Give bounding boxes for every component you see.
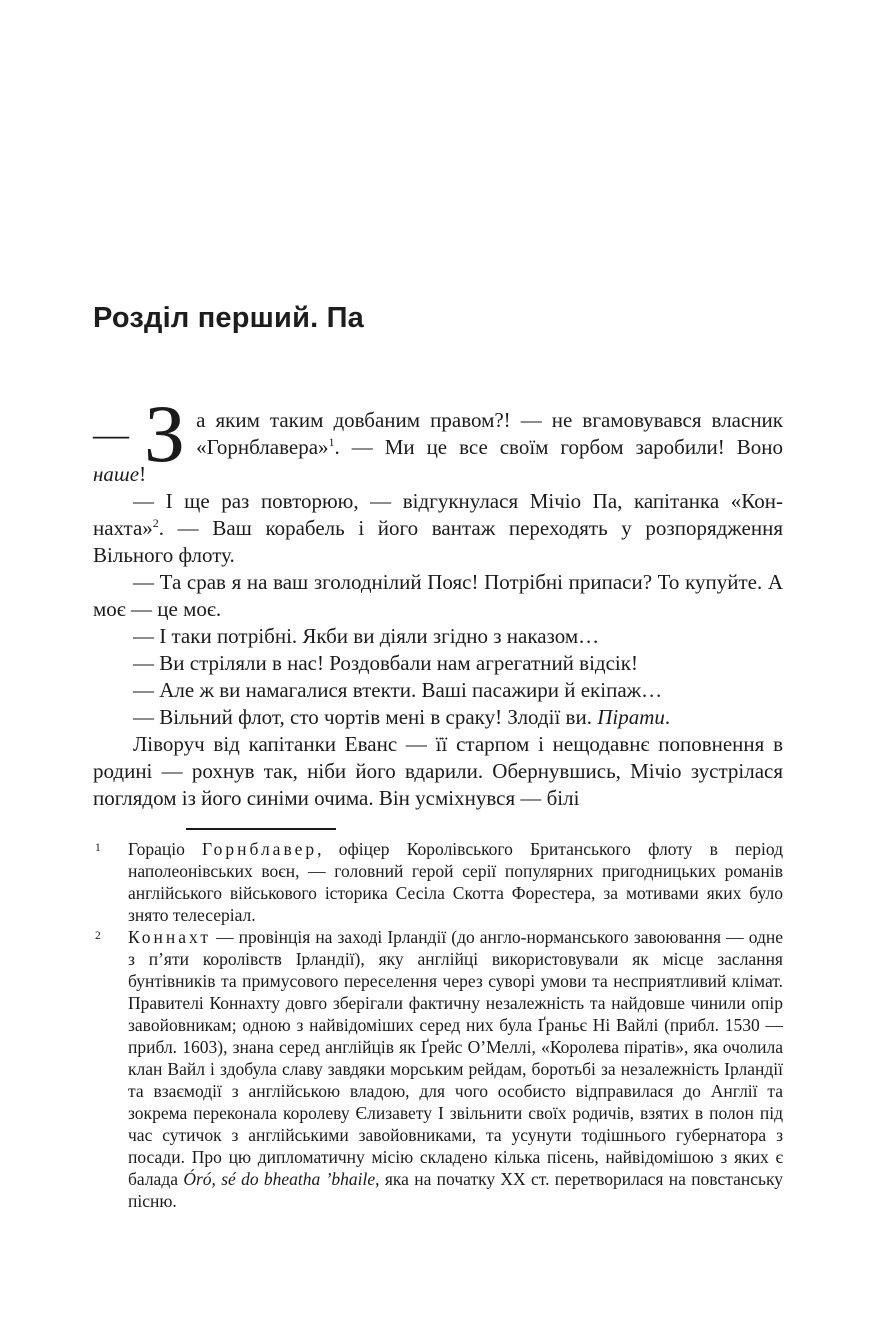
text-run: , яка на початку XX ст. перетворилася на повстанську пісню. xyxy=(128,1169,783,1211)
body-paragraph xyxy=(93,623,783,650)
text-run: Пірати xyxy=(597,705,665,729)
text-run: — Та срав я на ваш зголоднілий Пояс! Потрібні припаси? То купуйте. А моє — це моє. xyxy=(93,570,783,621)
text-run: наше xyxy=(93,462,140,486)
text-run: . xyxy=(664,705,671,729)
drop-cap-letter: З xyxy=(144,388,186,479)
text-run: — І таки потрібні. Якби ви діяли згідно з наказом… xyxy=(133,624,600,648)
footnotes-block xyxy=(93,838,783,1212)
body-paragraph xyxy=(93,650,783,677)
text-run: , офіцер Королівського Британського флоту в період наполеонівських воєн, — головний герой серії популярних пригодницьких романів англійського військового історика Сесіла Скотта Форестера, за мотивами яких було знято телесеріал. xyxy=(128,839,783,925)
chapter-heading: Розділ перший. Па xyxy=(93,302,364,334)
body-paragraph xyxy=(93,569,783,623)
text-run: — Але ж ви намагалися втекти. Ваші пасажири й екіпаж… xyxy=(133,678,663,702)
text-run: а яким таким довбаним правом?! — не вгамовувався власник «Горнблавера» xyxy=(196,408,783,459)
body-paragraph xyxy=(93,704,783,731)
text-run: Ліворуч від капітанки Еванс — її старпом і нещодавнє поповнення в родині — рохнув так, ніби його вдарили. Обернувшись, Мічіо зустрілася поглядом із його синіми очима. Він усміхнувся — білі xyxy=(93,732,783,810)
dialogue-dash: — xyxy=(93,414,129,454)
body-text xyxy=(93,388,783,812)
footnote-reference: 2 xyxy=(152,516,159,530)
text-run: — Ви стріляли в нас! Роздовбали нам агрегатний відсік! xyxy=(133,651,638,675)
text-run: . — Ваш корабель і його вантаж переходять у розпорядження Вільного флоту. xyxy=(93,516,783,567)
text-run: Коннахт xyxy=(128,927,212,947)
text-run: Гораціо xyxy=(128,839,203,859)
footnote-rule xyxy=(186,828,336,830)
footnote-reference: 1 xyxy=(328,435,335,449)
footnote xyxy=(93,838,783,926)
footnote xyxy=(93,926,783,1212)
footnote-marker: 1 xyxy=(95,842,101,854)
text-run: Горнблавер xyxy=(202,839,318,859)
body-paragraph xyxy=(93,731,783,812)
text-run: — Вільний флот, сто чортів мені в сраку! Злодії ви. xyxy=(133,705,598,729)
text-run: — провінція на заході Ірландії (до англо-норманського завоювання — одне з п’яти королівств Ірландії), яку англійці використовували як місце заслання бунтівників та примусового переселення через суворі умови та несприятливий клімат. Правителі Коннахту довго зберігали фактичну незалежність та найдовше чинили опір завойовникам; одною з найвідоміших серед них була Ґраньє Ні Вайлі (прибл. 1530 — прибл. 1603), знана серед англійців як Ґрейс О’Меллі, «Королева піратів», яка очолила клан Вайл і здобула славу завдяки морським рейдам, боротьбі за незалежність Ірландії та взаємодії з англійською владою, для чого особисто відправилася до Англії та зокрема переконала королеву Єлизавету I звільнити своїх родичів, взятих в полон під час сутичок з англійськими завойовниками, та усунути тодішнього губернатора з посади. Про цю дипломатичну місію складено кілька пісень, найвідомішою з яких є балада xyxy=(128,927,783,1189)
opening-paragraph xyxy=(93,388,783,488)
text-run: . — Ми це все своїм горбом заробили! Воно xyxy=(334,435,783,459)
text-run: Óró, sé do bheatha ’bhaile xyxy=(183,1169,376,1189)
text-run: ! xyxy=(139,462,147,486)
body-paragraph xyxy=(93,488,783,569)
body-paragraph xyxy=(93,677,783,704)
text-run: — І ще раз повторюю, — відгукнулася Мічіо Па, капітанка «Коннахта» xyxy=(93,489,783,540)
footnote-marker: 2 xyxy=(95,930,101,942)
footnote-separator-holder xyxy=(93,828,783,830)
